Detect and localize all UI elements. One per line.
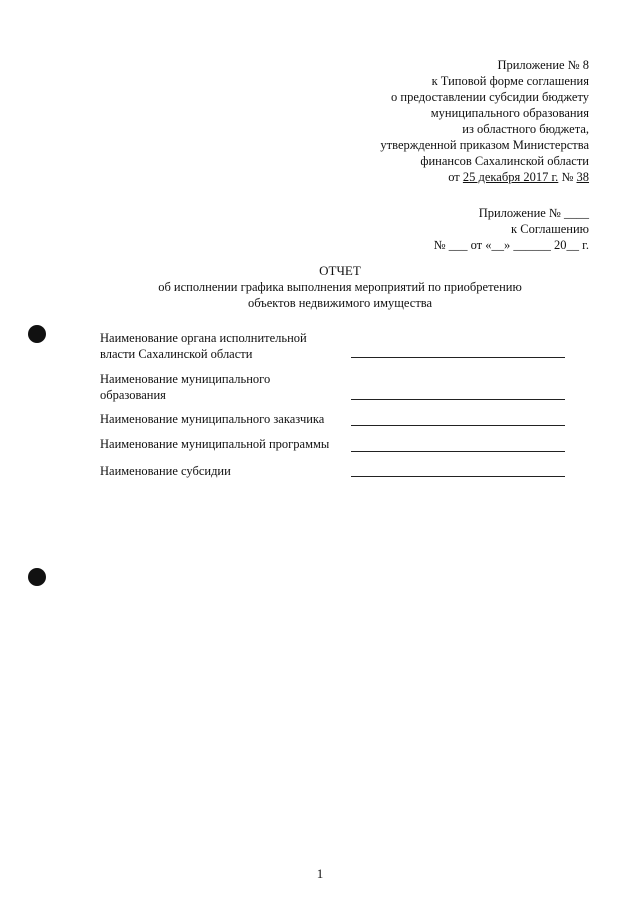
agreement-header-line: к Соглашению	[511, 222, 589, 236]
field-label-line: Наименование муниципального	[100, 372, 271, 386]
agreement-header	[434, 205, 589, 253]
field-label-line: Наименование муниципальной программы	[100, 437, 330, 451]
report-title-main: ОТЧЕТ	[319, 263, 361, 278]
field-label	[100, 371, 270, 403]
field-label-line: Наименование органа исполнительной	[100, 331, 307, 345]
appendix-header-line: утвержденной приказом Министерства	[380, 138, 589, 152]
order-number: 38	[576, 170, 589, 184]
appendix-header-line: финансов Сахалинской области	[420, 154, 589, 168]
punch-hole-bottom	[28, 568, 46, 586]
appendix-header-line: муниципального образования	[430, 106, 589, 120]
field-input-line[interactable]	[351, 476, 565, 477]
field-label	[100, 463, 231, 479]
agreement-header-line: № ___ от «__» ______ 20__ г.	[433, 238, 589, 252]
field-label	[100, 330, 307, 362]
appendix-header	[380, 57, 589, 185]
appendix-header-order-line	[380, 169, 589, 185]
field-label-line: образования	[100, 388, 166, 402]
field-input-line[interactable]	[351, 357, 565, 358]
field-label-line: власти Сахалинской области	[100, 347, 253, 361]
appendix-header-line: Приложение № 8	[497, 58, 589, 72]
report-title-sub: объектов недвижимого имущества	[247, 296, 433, 310]
field-label	[100, 411, 324, 427]
field-label-line: Наименование субсидии	[100, 464, 231, 478]
field-input-line[interactable]	[351, 425, 565, 426]
order-date: 25 декабря 2017 г.	[462, 170, 559, 184]
field-label	[100, 436, 329, 452]
appendix-header-line: из областного бюджета,	[462, 122, 589, 136]
report-title-sub: об исполнении графика выполнения мероприятий по приобретению	[158, 280, 522, 294]
order-prefix: от	[448, 170, 463, 184]
agreement-header-line: Приложение № ____	[478, 206, 589, 220]
field-label-line: Наименование муниципального заказчика	[100, 412, 325, 426]
punch-hole-top	[28, 325, 46, 343]
field-input-line[interactable]	[351, 399, 565, 400]
field-input-line[interactable]	[351, 451, 565, 452]
order-mid: №	[558, 170, 577, 184]
page-number: 1	[316, 866, 324, 881]
report-title	[0, 263, 640, 311]
appendix-header-line: о предоставлении субсидии бюджету	[391, 90, 589, 104]
appendix-header-line: к Типовой форме соглашения	[431, 74, 589, 88]
